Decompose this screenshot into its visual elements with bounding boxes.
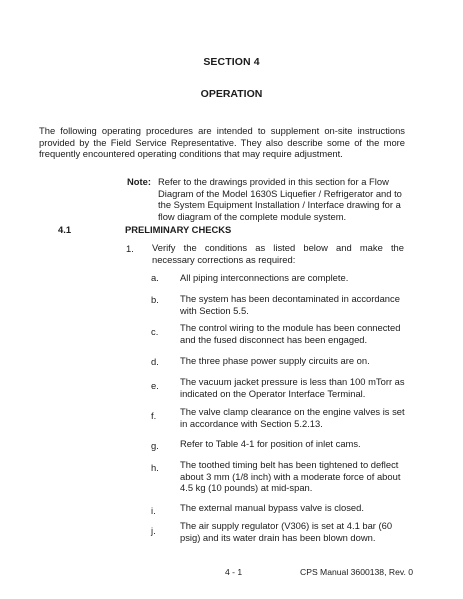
list-item-text-b: The system has been decontaminated in accordance with Section 5.5.: [180, 293, 400, 316]
list-item-text-j: The air supply regulator (V306) is set at 4.1 bar (60 psig) and its water drain has been blown down.: [180, 520, 393, 543]
note-label: Note:: [127, 176, 151, 187]
list-item-text-g: Refer to Table 4-1 for position of inlet cams.: [180, 438, 361, 449]
list-item-letter-c: c.: [151, 326, 159, 337]
step-text: Verify the conditions as listed below and make the necessary corrections as required:: [152, 242, 404, 265]
list-item-letter-h: h.: [151, 462, 159, 473]
list-item-text-i: The external manual bypass valve is closed.: [180, 502, 364, 513]
subsection-number: 4.1: [58, 224, 72, 235]
step-number: 1.: [126, 243, 134, 254]
footer-page-number: 4 - 1: [225, 567, 243, 577]
list-item-letter-g: g.: [151, 440, 159, 451]
list-item-letter-i: i.: [151, 505, 156, 516]
list-item-letter-d: d.: [151, 356, 159, 367]
list-item-text-c: The control wiring to the module has been connected and the fused disconnect has been engaged.: [180, 322, 401, 345]
list-item-letter-b: b.: [151, 294, 159, 305]
subsection-title: PRELIMINARY CHECKS: [125, 224, 232, 235]
list-item-text-e: The vacuum jacket pressure is less than 100 mTorr as indicated on the Operator Interface Terminal.: [180, 376, 405, 399]
list-item-text-d: The three phase power supply circuits are on.: [180, 355, 370, 366]
list-item-letter-e: e.: [151, 380, 159, 391]
list-item-letter-j: j.: [151, 525, 156, 536]
note-text: Refer to the drawings provided in this section for a Flow Diagram of the Model 1630S Liquefier / Refrigerator and to the System Equipment Installation / Interface drawing for a flow diagram of the complete module system.: [158, 176, 402, 222]
section-heading: SECTION 4: [203, 56, 260, 68]
list-item-text-f: The valve clamp clearance on the engine valves is set in accordance with Section 5.2.13.: [180, 406, 405, 429]
intro-paragraph: The following operating procedures are intended to supplement on-site instructions provided by the Field Service Representative. They also describe some of the more frequently encountered operating conditions that may require adjustment.: [39, 125, 405, 160]
list-item-letter-a: a.: [151, 272, 159, 283]
page-title: OPERATION: [200, 88, 263, 100]
list-item-text-h: The toothed timing belt has been tightened to deflect about 3 mm (1/8 inch) with a moderate force of about 4.5 kg (10 pounds) at mid-span.: [180, 459, 401, 493]
list-item-letter-f: f.: [151, 410, 157, 421]
list-item-text-a: All piping interconnections are complete.: [180, 272, 349, 283]
footer-manual-id: CPS Manual 3600138, Rev. 0: [300, 567, 414, 577]
